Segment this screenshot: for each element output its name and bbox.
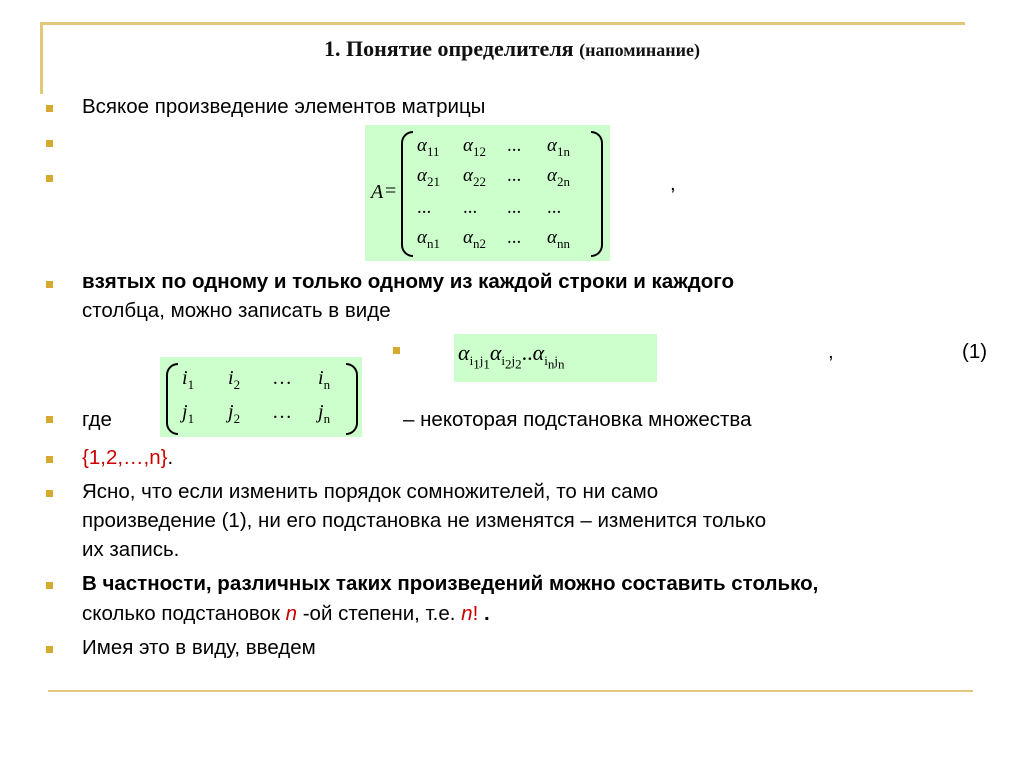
matrix-entry: $\alpha_{22}$ — [463, 165, 486, 189]
bullet — [46, 105, 53, 112]
perm-left-paren — [166, 363, 178, 435]
permutation-entry: $j_2$ — [228, 401, 241, 426]
matrix-entry: $\alpha_{2n}$ — [547, 165, 570, 189]
bullet — [46, 646, 53, 653]
matrix-entry: $\alpha_{n2}$ — [463, 227, 486, 251]
matrix-box — [365, 125, 610, 261]
title-main: 1. Понятие определителя — [324, 36, 574, 61]
comma-2: , — [828, 340, 834, 363]
matrix-lhs: A — [371, 181, 384, 203]
right-paren — [591, 131, 603, 257]
text-line-1: Всякое произведение элементов матрицы — [82, 95, 486, 118]
bullet — [46, 140, 53, 147]
bullet — [46, 582, 53, 589]
text-line-2b: столбца, можно записать в виде — [82, 299, 391, 322]
matrix-entry: $\alpha_{n1}$ — [417, 227, 440, 251]
matrix-entry: $\alpha_{nn}$ — [547, 227, 570, 251]
permutation-entry: $i_2$ — [228, 367, 241, 392]
matrix-entry: $\alpha_{21}$ — [417, 165, 440, 189]
text-where: где — [82, 408, 112, 431]
frame-top-line — [40, 22, 965, 25]
matrix-entry: ... — [507, 197, 522, 218]
matrix-entry: ... — [547, 197, 562, 218]
permutation-entry: … — [272, 401, 292, 423]
product-formula: $\alpha_{i_1j_1}\alpha_{i_2j_2}..\alpha_{i_nj_n}$ — [458, 340, 565, 372]
bullet — [393, 347, 400, 354]
text-line-4b: сколько подстановок n -ой степени, т.е. n! . — [82, 602, 490, 625]
text-line-3c: их запись. — [82, 538, 180, 561]
permutation-entry: $j_n$ — [318, 401, 331, 426]
permutation-entry: … — [272, 367, 292, 389]
matrix-entry: $\alpha_{11}$ — [417, 135, 440, 159]
set-notation: {1,2,…,n}. — [82, 446, 174, 469]
bullet — [46, 456, 53, 463]
matrix-equals: = — [385, 180, 397, 202]
matrix-entry: $\alpha_{12}$ — [463, 135, 486, 159]
text-line-3b: произведение (1), ни его подстановка не изменятся – изменится только — [82, 509, 767, 532]
permutation-entry: $i_n$ — [318, 367, 331, 392]
matrix-entry: ... — [417, 197, 432, 218]
permutation-entry: $j_1$ — [182, 401, 195, 426]
matrix-entry: $\alpha_{1n}$ — [547, 135, 570, 159]
matrix-entry: ... — [507, 227, 522, 248]
bullet — [46, 416, 53, 423]
bullet — [46, 175, 53, 182]
left-paren — [401, 131, 413, 257]
matrix-entry: ... — [507, 165, 522, 186]
equation-number: (1) — [962, 340, 988, 363]
matrix-entry: ... — [507, 135, 522, 156]
perm-right-paren — [346, 363, 358, 435]
title-sub: (напоминание) — [579, 40, 700, 60]
permutation-box — [160, 357, 362, 437]
text-line-3a: Ясно, что если изменить порядок сомножителей, то ни само — [82, 480, 659, 503]
bullet — [46, 281, 53, 288]
comma-1: , — [670, 172, 676, 195]
permutation-entry: $i_1$ — [182, 367, 195, 392]
page-title — [0, 36, 1024, 62]
text-line-4a: В частности, различных таких произведений можно составить столько, — [82, 572, 819, 595]
bullet — [46, 490, 53, 497]
product-box — [454, 334, 657, 382]
matrix-entry: ... — [463, 197, 478, 218]
text-line-5: Имея это в виду, введем — [82, 636, 316, 659]
text-permutation: – некоторая подстановка множества — [403, 408, 752, 431]
text-line-2a: взятых по одному и только одному из каждой строки и каждого — [82, 270, 735, 293]
frame-bottom-line — [48, 690, 973, 692]
